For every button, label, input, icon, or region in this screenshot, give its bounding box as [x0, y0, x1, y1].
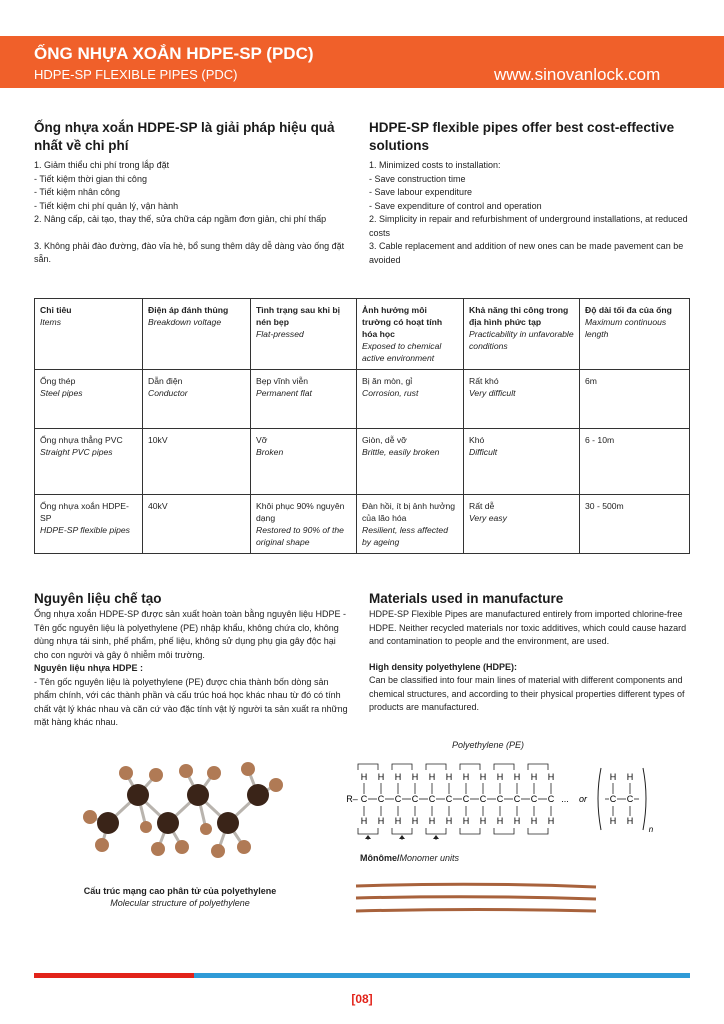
materials-en-paragraph: HDPE-SP Flexible Pipes are manufactured entirely from imported chlorine-free HDPE. Neither recycled materials nor toxic additives, which could cause hazard and contamination to people and the environment, are used. [369, 609, 687, 646]
table-cell: 10kV [143, 429, 251, 495]
monomer-arrow-head [433, 835, 439, 839]
table-cell: Khôi phục 90% nguyên dạng Restored to 90% of the original shape [251, 495, 357, 554]
materials-vi-paragraph: - Tên gốc nguyên liệu là polyethylene (PE) được chia thành bốn dòng sản phẩm chính, với các thành phần và cấu trúc hoá học khác nhau từ đó có tính chất vật lý khác nhau và căn cứ vào đặc tính vật lý người ta sản xuất ra những mặt hàng khác nhau. [34, 676, 348, 727]
formula-hydrogen-top: H [411, 772, 419, 782]
table-cell: Bẹp vĩnh viễn Permanent flat [251, 370, 357, 429]
intro-en [369, 119, 689, 267]
formula-carbon: C [360, 794, 368, 804]
formula-carbon: C [428, 794, 436, 804]
table-row [35, 495, 690, 554]
formula-hydrogen-bottom: H [377, 816, 385, 826]
formula-hydrogen-top: H [547, 772, 555, 782]
comparison-table [34, 298, 690, 554]
table-cell: 30 - 500m [580, 495, 690, 554]
molecule-caption-vi: Cấu trúc mạng cao phân tử của polyethylene [83, 886, 277, 896]
table-cell: Đàn hồi, ít bị ảnh hưởng của lão hóa Resilient, less affected by ageing [357, 495, 464, 554]
intro-vi-line: - Tiết kiệm thời gian thi công [34, 173, 147, 184]
formula-hydrogen-bottom: H [360, 816, 368, 826]
intro-vi [34, 119, 354, 267]
formula-carbon: C [530, 794, 538, 804]
formula-hydrogen-bottom: H [462, 816, 470, 826]
formula-hydrogen-bottom: H [609, 816, 617, 826]
formula-hydrogen-top: H [445, 772, 453, 782]
header-title-vi: ỐNG NHỰA XOẮN HDPE-SP (PDC) [34, 44, 314, 63]
intro-en-line: 3. Cable replacement and addition of new ones can be made pavement can be avoided [369, 241, 684, 265]
materials-en-heading: Materials used in manufacture [369, 591, 564, 606]
table-header-row [35, 299, 690, 370]
formula-carbon: C [479, 794, 487, 804]
intro-en-line: - Save labour expenditure [369, 187, 473, 197]
header-title-en: HDPE-SP FLEXIBLE PIPES (PDC) [34, 67, 238, 82]
molecule-caption-en: Molecular structure of polyethylene [110, 898, 250, 908]
formula-hydrogen-bottom: H [496, 816, 504, 826]
formula-hydrogen-bottom: H [626, 816, 634, 826]
formula-or-label: or [578, 794, 588, 804]
monomer-arrow-head [399, 835, 405, 839]
formula-hydrogen-top: H [530, 772, 538, 782]
materials-vi-body [34, 608, 352, 730]
table-cell: Giòn, dễ vỡ Brittle, easily broken [357, 429, 464, 495]
footer-bar-red [34, 973, 194, 978]
formula-carbon: C [411, 794, 419, 804]
formula-hydrogen-bottom: H [479, 816, 487, 826]
table-cell: 40kV [143, 495, 251, 554]
polyethylene-molecule-illustration [80, 745, 300, 870]
intro-vi-body [34, 159, 354, 267]
intro-vi-line: 3. Không phải đào đường, đào vỉa hè, bổ sung thêm dây dễ dàng vào ống đặt sẵn. [34, 240, 345, 264]
materials-en-subheading: High density polyethylene (HDPE): [369, 661, 518, 672]
formula-subscript: n [648, 825, 654, 834]
table-cell: 6 - 10m [580, 429, 690, 495]
formula-hydrogen-top: H [626, 772, 634, 782]
monomer-arrow-head [365, 835, 371, 839]
table-cell: Khó Difficult [464, 429, 580, 495]
monomer-label-vi: Mônôme/ [360, 853, 400, 863]
page-number: [08] [351, 992, 373, 1006]
formula-hydrogen-top: H [360, 772, 368, 782]
header-url[interactable]: www.sinovanlock.com [494, 65, 661, 84]
table-cell: Vỡ Broken [251, 429, 357, 495]
monomer-label-en: Monomer units [399, 853, 460, 863]
formula-hydrogen-bottom: H [513, 816, 521, 826]
formula-hydrogen-bottom: H [547, 816, 555, 826]
table-header-cell: Chỉ tiêu Items [35, 299, 143, 370]
formula-prefix: R– [346, 794, 358, 804]
monomer-label [360, 853, 459, 863]
intro-en-line: 1. Minimized costs to installation: [369, 160, 501, 170]
decorative-stripes [352, 880, 602, 920]
formula-hydrogen-top: H [609, 772, 617, 782]
formula-hydrogen-bottom: H [530, 816, 538, 826]
formula-hydrogen-top: H [496, 772, 504, 782]
table-cell: Ống nhựa xoắn HDPE-SP HDPE-SP flexible pipes [35, 495, 143, 554]
table-row [35, 429, 690, 495]
materials-vi-heading: Nguyên liệu chế tạo [34, 591, 162, 606]
formula-hydrogen-top: H [462, 772, 470, 782]
formula-hydrogen-top: H [513, 772, 521, 782]
table-cell: 6m [580, 370, 690, 429]
formula-carbon: C [547, 794, 555, 804]
formula-carbon: C [377, 794, 385, 804]
table-cell: Ống thép Steel pipes [35, 370, 143, 429]
table-row [35, 370, 690, 429]
table-header-cell: Điện áp đánh thủng Breakdown voltage [143, 299, 251, 370]
materials-vi [34, 590, 352, 730]
intro-vi-line: - Tiết kiệm nhân công [34, 187, 121, 197]
formula-carbon: C [394, 794, 402, 804]
formula-title: Polyethylene (PE) [452, 740, 525, 750]
formula-hydrogen-top: H [428, 772, 436, 782]
table-cell: Dẫn điện Conductor [143, 370, 251, 429]
materials-en-paragraph: Can be classified into four main lines of material with different components and chemical structures, and according to their physical properties different types of products are manufactured. [369, 675, 685, 712]
polyethylene-formula [340, 760, 660, 840]
table-cell: Rất dễ Very easy [464, 495, 580, 554]
formula-carbon: C [496, 794, 504, 804]
materials-en [369, 590, 689, 715]
intro-en-line: 2. Simplicity in repair and refurbishment of underground installations, at reduced costs [369, 214, 688, 238]
materials-vi-paragraph: Ống nhựa xoắn HDPE-SP được sản xuất hoàn toàn bằng nguyên liệu HDPE - Tên gốc nguyên liệu là polyethylene (PE) nhập khẩu, không chứa clo, không dùng nhựa tái sinh, phế phẩm, phế liệu, không sử dụng phụ gia gây độc hại cho con người và gây ô nhiễm môi trường. [34, 609, 346, 660]
formula-carbon: C [445, 794, 453, 804]
formula-hydrogen-bottom: H [411, 816, 419, 826]
formula-hydrogen-top: H [394, 772, 402, 782]
intro-vi-line: - Tiết kiệm chi phí quản lý, vận hành [34, 200, 179, 211]
table-header-cell: Khả năng thi công trong địa hình phức tạp Practicability in unfavorable conditions [464, 299, 580, 370]
formula-hydrogen-bottom: H [428, 816, 436, 826]
formula-chain-suffix: ... [561, 794, 569, 804]
intro-en-body [369, 159, 689, 267]
intro-en-heading: HDPE-SP flexible pipes offer best cost-effective solutions [369, 120, 675, 153]
intro-vi-heading: Ống nhựa xoắn HDPE-SP là giải pháp hiệu quả nhất về chi phí [34, 120, 335, 153]
table-header-cell: Tình trạng sau khi bị nén bẹp Flat-pressed [251, 299, 357, 370]
table-header-cell: Ảnh hưởng môi trường có hoạt tính hóa học Exposed to chemical active environment [357, 299, 464, 370]
table-cell: Ống nhựa thẳng PVC Straight PVC pipes [35, 429, 143, 495]
formula-carbon: C [513, 794, 521, 804]
materials-vi-subheading: Nguyên liệu nhựa HDPE : [34, 663, 144, 673]
intro-vi-line: 2. Nâng cấp, cải tạo, thay thế, sửa chữa cáp ngầm đơn giản, chi phí thấp [34, 214, 327, 224]
intro-en-line: - Save expenditure of control and operation [369, 200, 542, 211]
molecule-caption [60, 885, 300, 909]
intro-en-line: - Save construction time [369, 173, 466, 184]
formula-hydrogen-bottom: H [394, 816, 402, 826]
formula-hydrogen-bottom: H [445, 816, 453, 826]
intro-vi-line: 1. Giảm thiểu chi phí trong lắp đặt [34, 160, 170, 170]
table-cell: Rất khó Very difficult [464, 370, 580, 429]
table-cell: Bị ăn mòn, gỉ Corrosion, rust [357, 370, 464, 429]
formula-hydrogen-top: H [377, 772, 385, 782]
table-header-cell: Độ dài tối đa của ống Maximum continuous length [580, 299, 690, 370]
materials-en-body [369, 608, 689, 715]
formula-hydrogen-top: H [479, 772, 487, 782]
footer-bar-blue [194, 973, 690, 978]
formula-carbon: C [462, 794, 470, 804]
formula-carbon: C [626, 794, 634, 804]
formula-carbon: C [609, 794, 617, 804]
